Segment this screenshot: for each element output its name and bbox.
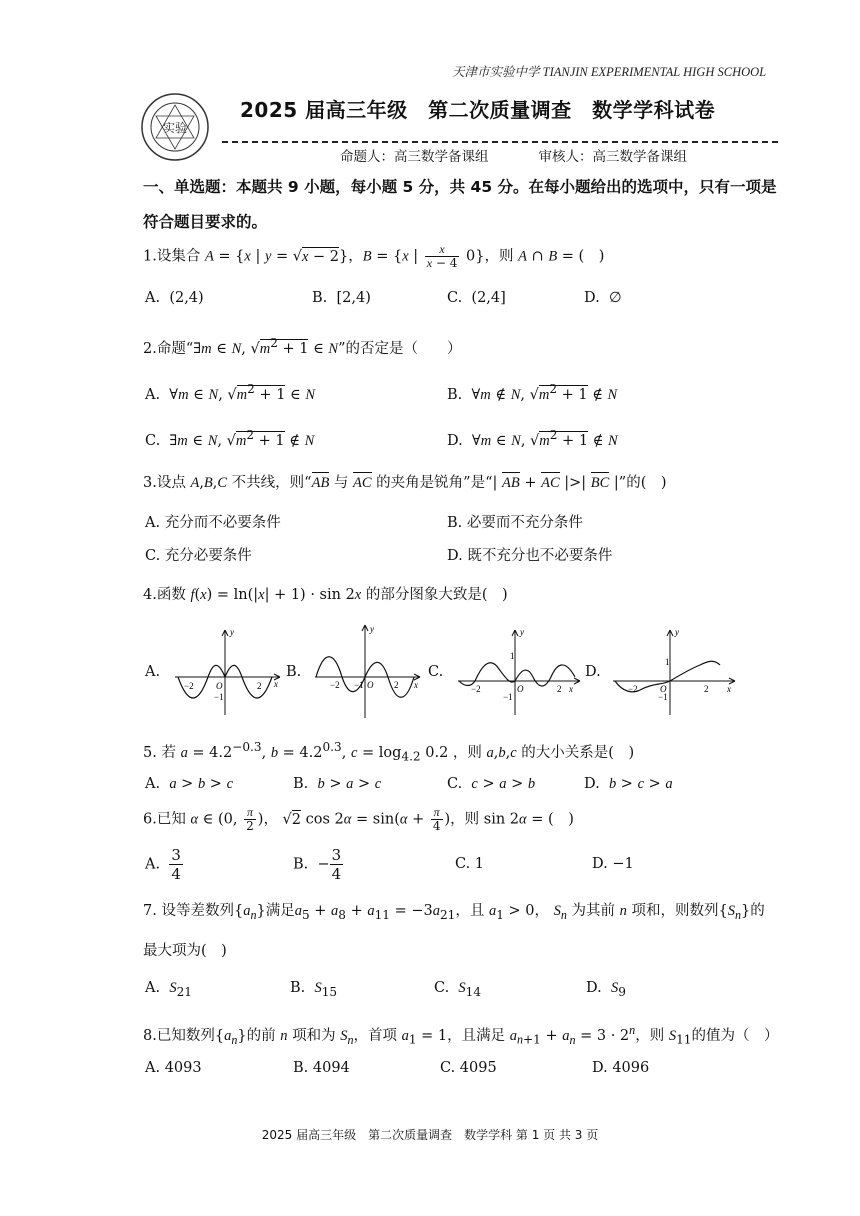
svg-text:y: y [520,627,524,637]
reviewer: 审核人：高三数学备课组 [538,149,687,165]
svg-text:y: y [230,627,234,637]
svg-text:y: y [370,624,374,634]
svg-text:−1: −1 [503,692,513,702]
q5-option-d[interactable]: D. b > c > a [584,776,673,792]
q3-option-a[interactable]: A. 充分而不必要条件 [145,515,281,531]
svg-text:2: 2 [557,684,562,694]
q1-option-b[interactable]: B. [2,4) [312,290,371,306]
q5-option-c[interactable]: C. c > a > b [447,776,536,792]
svg-text:2: 2 [394,680,399,690]
svg-text:1: 1 [665,657,670,667]
page-footer: 2025 届高三年级 第二次质量调查 数学学科 第 1 页 共 3 页 [261,1128,599,1142]
q5-option-a[interactable]: A. a > b > c [145,776,233,792]
q4-graph-d [610,625,740,720]
q2-option-a[interactable]: A. ∀m ∈ N, $√m^2 + 1$ ∈ N [145,382,316,403]
svg-text:1: 1 [510,651,515,661]
svg-text:O: O [367,680,374,690]
q4-option-a[interactable]: A. [145,664,161,680]
question-8: 8.已知数列$\{a_n\}$的前 n 项和为 $S_n$，首项 $a_1 = 1$，且满足 $a_{n+1} + a_n = 3 \cdot 2^n$，则 $S_{11}$的值为（ ） [143,1023,779,1047]
svg-text:−2: −2 [471,684,481,694]
school-name: 天津市实验中学 TIANJIN EXPERIMENTAL HIGH SCHOOL [452,65,767,79]
author-line [340,145,687,165]
svg-text:x: x [414,680,418,690]
q3-option-b[interactable]: B. 必要而不充分条件 [447,515,583,531]
question-5: 5. 若 $a = 4.2^{-0.3}$, $b = 4.2^{0.3}$, $c = \log_{4.2} 0.2$ ，则 a,b,c 的大小关系是( ) [143,740,635,764]
q1-option-a[interactable]: A. (2,4) [145,290,204,306]
svg-text:O: O [517,684,524,694]
q4-option-b[interactable]: B. [286,664,302,680]
svg-text:−1: −1 [658,692,668,702]
q4-graph-c [455,625,585,720]
q4-graph-a [170,625,285,720]
svg-text:−2: −2 [628,684,638,694]
svg-text:−1: −1 [214,692,224,702]
q2-option-d[interactable]: D. ∀m ∈ N, $√m^2 + 1$ ∉ N [447,428,618,449]
svg-text:x: x [274,679,278,689]
q3-option-c[interactable]: C. 充分必要条件 [145,548,252,564]
exam-title: 2025 届高三年级 第二次质量调查 数学学科试卷 [240,98,716,122]
q4-graph-b [310,620,425,720]
q7-option-a[interactable]: A. $S_{21}$ [145,980,192,999]
svg-text:y: y [675,627,679,637]
q4-option-d[interactable]: D. [585,664,601,680]
school-logo [140,92,210,162]
q6-option-c[interactable]: C. 1 [455,856,485,872]
q3-option-d[interactable]: D. 既不充分也不必要条件 [447,548,613,564]
q6-option-d[interactable]: D. −1 [592,856,634,872]
q6-option-a[interactable]: A. $\frac{3}{4}$ [145,846,181,883]
question-2: 2.命题“∃m ∈ N, $√m^2 + 1$ ∈ N”的否定是（ ） [143,336,462,357]
svg-text:2: 2 [704,684,709,694]
q4-option-c[interactable]: C. [428,664,444,680]
svg-text:−2: −2 [184,681,194,691]
svg-text:−1: −1 [354,680,364,690]
q7-option-c[interactable]: C. $S_{14}$ [434,980,482,999]
q2-option-c[interactable]: C. ∃m ∈ N, $√m^2 + 1$ ∉ N [145,428,315,449]
q7-option-b[interactable]: B. $S_{15}$ [290,980,338,999]
question-1: 1.设集合 A = {x | y = √x − 2}，B = {x | $\frac{x}{x - 4}$ 0}，则 A ∩ B = ( ) [143,242,605,270]
svg-text:−2: −2 [330,680,340,690]
q8-option-a[interactable]: A. 4093 [145,1060,202,1076]
svg-text:x: x [569,684,573,694]
svg-text:2: 2 [257,681,262,691]
q8-option-c[interactable]: C. 4095 [440,1060,497,1076]
section-heading: 一、单选题：本题共 9 小题，每小题 5 分，共 45 分。在每小题给出的选项中，只有一项是符合题目要求的。 [143,178,777,231]
q8-option-b[interactable]: B. 4094 [293,1060,350,1076]
author: 命题人：高三数学备课组 [340,149,489,165]
svg-text:O: O [660,684,667,694]
q1-option-d[interactable]: D. ∅ [584,290,622,306]
q7-option-d[interactable]: D. $S_9$ [586,980,626,999]
question-7: 7. 设等差数列$\{a_n\}$满足$a_5 + a_8 + a_{11} = -3a_{21}$，且 $a_1 > 0$， $S_n$ 为其前 n 项和，则数列$\{S_n\}$的 [143,903,765,922]
question-4: 4.函数 f(x) = ln(|x| + 1) · sin 2x 的部分图象大致是( ) [143,587,508,603]
question-6: 6.已知 α ∈ (0, $\frac{\pi}{2}$ )， √2 cos 2α = sin(α + $\frac{\pi}{4}$ )，则 sin 2α = ( ) [143,805,574,833]
q6-option-b[interactable]: B. − $\frac{3}{4}$ [293,846,342,883]
svg-text:实验: 实验 [162,121,188,135]
svg-text:x: x [727,684,731,694]
q1-option-c[interactable]: C. (2,4] [447,290,506,306]
question-7-line2: 最大项为( ) [143,943,227,959]
q2-option-b[interactable]: B. ∀m ∉ N, $√m^2 + 1$ ∉ N [447,382,618,403]
title-divider [222,141,778,143]
q8-option-d[interactable]: D. 4096 [592,1060,650,1076]
svg-text:O: O [216,681,223,691]
q5-option-b[interactable]: B. b > a > c [293,776,382,792]
question-3: 3.设点 A,B,C 不共线，则“AB 与 AC 的夹角是锐角”是“| AB + AC |>| BC |”的( ) [143,475,667,491]
